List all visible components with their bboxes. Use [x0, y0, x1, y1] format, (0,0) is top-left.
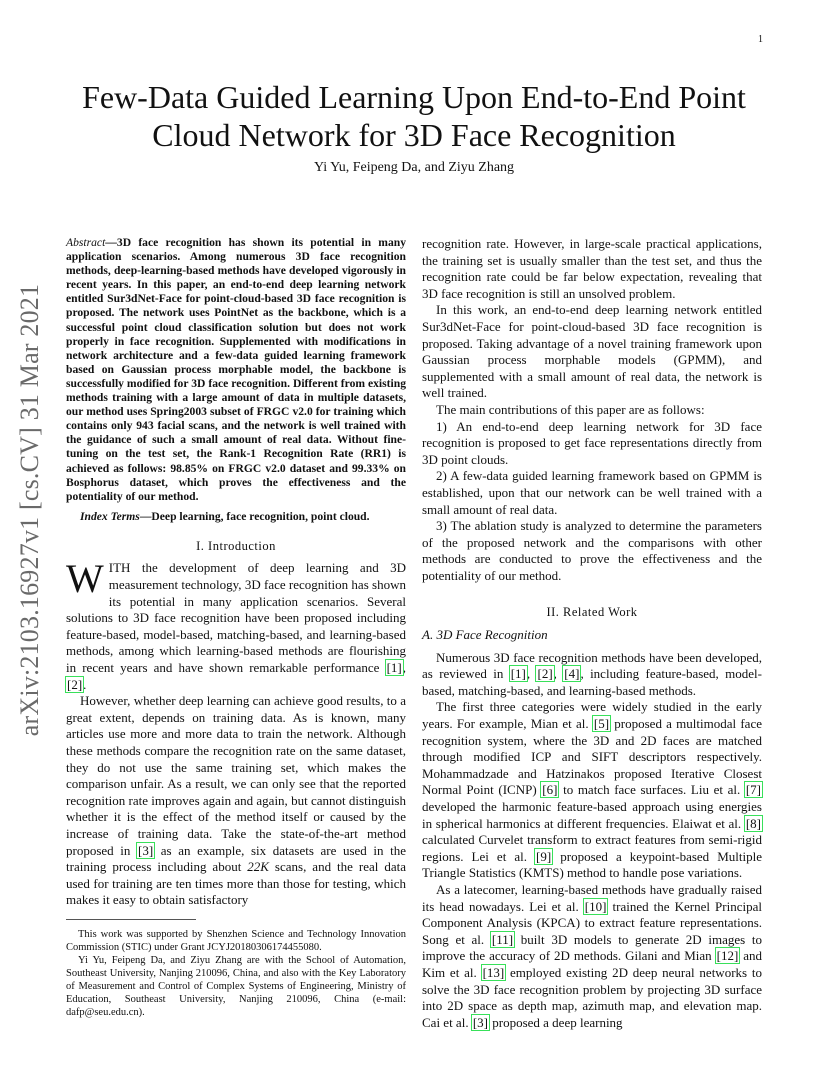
intro-paragraph-2: [66, 693, 406, 909]
intro-text: However, whether deep learning can achieve good results, to a great extent, depends on training data. As is known, many articles use more and more data to train the network. Although these methods compare the recognition rate on the same dataset, they do not use the same training set, which makes the comparison unfair. As a result, we can only see that the reported recognition rate improves again and again, but cannot distinguish whether it is the effect of the method itself or caused by the increase of training data. Take the state-of-the-art method proposed in: [66, 693, 406, 858]
arxiv-id: arXiv:2103.16927v1 [cs.CV] 31 Mar 2021: [15, 283, 44, 737]
related-paragraph-3: As a latecomer, learning-based methods have gradually raised its head nowadays. Lei et al. [10] trained the Kernel Principal Component Analysis (KPCA) to extract feature representations. Song et al. [11] built 3D models to generate 2D images to improve the accuracy of 2D methods. Gilani and Mian [12] and Kim et al. [13] employed existing 2D deep neural networks to solve the 3D face recognition problem by projecting 3D surface into 2D space as depth map, azimuth map, and elevation map. Cai et al. [3] proposed a deep learning: [422, 881, 763, 1030]
citation-link[interactable]: [2]: [537, 666, 553, 682]
citation-link[interactable]: [2]: [67, 676, 83, 692]
citation-link[interactable]: [11]: [491, 931, 514, 947]
math-expression: 22K: [247, 859, 269, 875]
footnote-affiliation: Yi Yu, Feipeng Da, and Ziyu Zhang are with the School of Automation, Southeast University, Nanjing 210096, China, and also with the Key Laboratory of Measurement and Control of Complex Systems of Engineering, Ministry of Education, Southeast University, Nanjing 210096, China (e-mail: dafp@seu.edu.cn).: [66, 954, 406, 1018]
index-terms-label: Index Terms: [80, 509, 140, 523]
right-paragraph-1: recognition rate. However, in large-scale practical applications, the training set is usually smaller than the test set, and thus the recognition rate could be far below expectation, revealing that 3D face recognition is still an unsolved problem.: [422, 236, 762, 301]
related-paragraph-1: Numerous 3D face recognition methods have been developed, as reviewed in [1], [2], [4], including feature-based, model-based, matching-based, and learning-based methods.: [422, 649, 762, 698]
intro-text: as an example, six datasets are used in the training process including about: [66, 842, 406, 875]
citation-link[interactable]: [1]: [386, 660, 402, 676]
citation-link[interactable]: [3]: [137, 842, 154, 858]
index-terms: Index Terms—Deep learning, face recognition, point cloud.: [80, 509, 370, 523]
page-number: 1: [758, 34, 763, 45]
citation-link[interactable]: [10]: [584, 898, 607, 914]
citation-link[interactable]: [4]: [564, 666, 580, 682]
index-terms-text: Deep learning, face recognition, point cloud.: [151, 509, 370, 523]
citation-link[interactable]: [7]: [745, 782, 761, 798]
section-heading-introduction: I. Introduction: [196, 538, 276, 553]
right-paragraph-2: In this work, an end-to-end deep learning network entitled Sur3dNet-Face for point-cloud-based 3D face recognition is proposed. Taking advantage of a novel training framework upon Gaussian process morphable models (GPMM), and supplemented with a small amount of real data, the network is well trained.: [422, 302, 762, 401]
abstract-label: Abstract: [66, 236, 106, 249]
abstract: Abstract—3D face recognition has shown its potential in many application scenarios. Among numerous 3D face recognition methods, deep-learning-based methods have developed vigorously in recent years. In this paper, an end-to-end deep learning network entitled Sur3dNet-Face for point-cloud-based 3D face recognition is proposed. The network uses PointNet as the backbone, which is a successful point cloud classification solution but does not work properly in face recognition. Supplemented with modifications in network architecture and a few-data guided learning framework based on Gaussian process morphable model, the backbone is successfully modified for 3D face recognition. Different from existing methods training with a large amount of data in multiple datasets, our method uses Spring2003 subset of FRGC v2.0 for training which contains only 943 facial scans, and the network is well trained with the guidance of such a small amount of real data. Without fine-tuning on the test set, the Rank-1 Recognition Rate (RR1) is achieved as follows: 98.85% on FRGC v2.0 dataset and 99.33% on Bosphorus dataset, which proves the effectiveness and the potentiality of our method.: [66, 236, 406, 503]
contribution-2: 2) A few-data guided learning framework based on GPMM is established, upon that our network can be well trained with a small amount of real data.: [422, 468, 762, 517]
intro-paragraph-1: WITH the development of deep learning and 3D measurement technology, 3D face recognition has shown its potential in many application scenarios. Several solutions to 3D face recognition have been proposed including feature-based, model-based, matching-based, and learning-based methods, among which learning-based methods are flourishing in recent years and have shown remarkable performance [1], [2].: [66, 556, 406, 692]
arxiv-sidebar: [0, 285, 60, 735]
intro-text: scans, and the real data used for training are ten times more than those for testing, which makes it easy to obtain satisfactory: [66, 859, 406, 908]
citation-link[interactable]: [5]: [593, 716, 610, 732]
related-paragraph-2: The first three categories were widely studied in the early years. For example, Mian et al. [5] proposed a multimodal face recognition system, where the 3D and 2D faces are matched through modified ICP and SIFT descriptors respectively. Mohammadzade and Hatzinakos proposed Iterative Closest Normal Point (ICNP) [6] to match face surfaces. Liu et al. [7] developed the harmonic feature-based approach using energies in spherical harmonics at different frequencies. Elaiwat et al. [8] calculated Curvelet transform to extract features from semi-rigid regions. Lei et al. [9] proposed a keypoint-based Multiple Triangle Statistics (KMTS) method to handle pose variations.: [422, 699, 762, 881]
intro-text: ITH the development of deep learning and 3D measurement technology, 3D face recognition has shown its potential in many application scenarios. Several solutions to 3D face recognition have been proposed including feature-based, model-based, matching-based, and learning-based methods, among which learning-based methods are flourishing in recent years and have shown remarkable performance: [66, 560, 406, 676]
right-paragraph-3: The main contributions of this paper are as follows:: [436, 401, 705, 417]
citation-link[interactable]: [12]: [716, 948, 739, 964]
paper-title: Few-Data Guided Learning Upon End-to-End Point Cloud Network for 3D Face Recognition: [82, 79, 746, 153]
citation-link[interactable]: [1]: [510, 666, 526, 682]
section-heading-related-work: II. Related Work: [546, 605, 638, 620]
footnote-rule: [66, 919, 196, 920]
footnotes: [66, 928, 406, 1019]
left-column: [66, 236, 406, 1019]
citation-link[interactable]: [13]: [482, 964, 505, 980]
citation-link[interactable]: [8]: [745, 815, 761, 831]
footnote-funding: This work was supported by Shenzhen Science and Technology Innovation Commission (STIC) under Grant JCYJ20180306174455080.: [66, 928, 406, 953]
citation-link[interactable]: [9]: [536, 848, 552, 864]
right-column: [422, 236, 762, 1031]
contribution-3: 3) The ablation study is analyzed to determine the parameters of the proposed network and the comparisons with other methods are conducted to prove the effectiveness and the potentiality of our method.: [422, 518, 762, 583]
citation-link[interactable]: [6]: [542, 782, 558, 798]
author-list: Yi Yu, Feipeng Da, and Ziyu Zhang: [313, 160, 515, 175]
citation-link[interactable]: [3]: [472, 1014, 488, 1030]
subsection-heading-3d-face-recognition: A. 3D Face Recognition: [422, 627, 548, 643]
abstract-text: 3D face recognition has shown its potential in many application scenarios. Among numerous 3D face recognition methods, deep-learning-based methods have developed vigorously in recent years. In this paper, an end-to-end deep learning network entitled Sur3dNet-Face for point-cloud-based 3D face recognition is proposed. The network uses PointNet as the backbone, which is a successful point cloud classification solution but does not work properly in face recognition. Supplemented with modifications in network architecture and a few-data guided learning framework based on Gaussian process morphable model, the backbone is successfully modified for 3D face recognition. Different from existing methods training with a large amount of data in multiple datasets, our method uses Spring2003 subset of FRGC v2.0 for training which contains only 943 facial scans, and the network is well trained with the guidance of such a small amount of real data. Without fine-tuning on the test set, the Rank-1 Recognition Rate (RR1) is achieved as follows: 98.85% on FRGC v2.0 dataset and 99.33% on Bosphorus dataset, which proves the effectiveness and the potentiality of our method.: [66, 236, 406, 503]
contribution-1: 1) An end-to-end deep learning network for 3D face recognition is proposed to get face representations directly from 3D point clouds.: [422, 418, 762, 467]
drop-cap: W: [66, 556, 104, 602]
